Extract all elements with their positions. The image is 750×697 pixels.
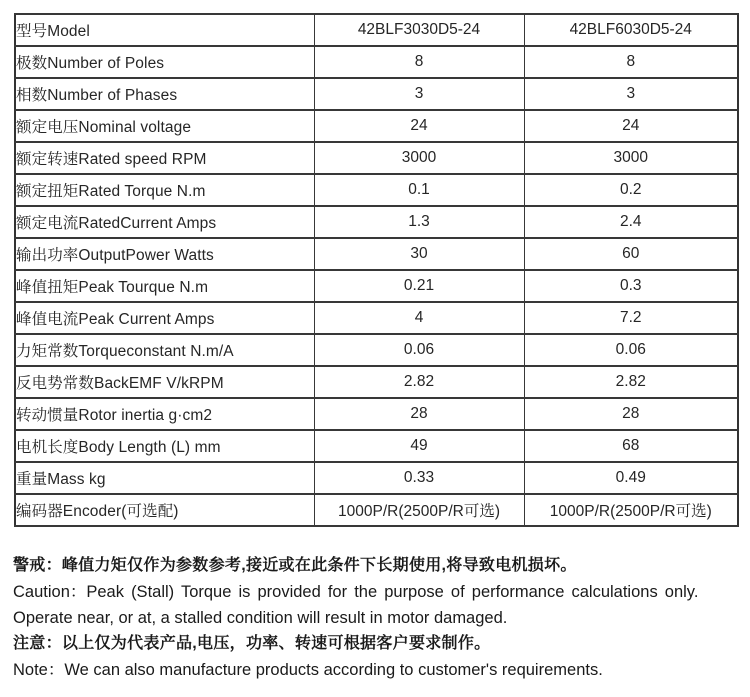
note-text-en: Note：We can also manufacture products according to customer's requirements. bbox=[13, 661, 603, 679]
table-row bbox=[15, 238, 738, 270]
table-row bbox=[15, 398, 738, 430]
spec-label-cell: 输出功率OutputPower Watts bbox=[15, 238, 314, 270]
table-row bbox=[15, 366, 738, 398]
value-cell-model-a: 1000P/R(2500P/R可选) bbox=[314, 494, 524, 526]
table-row bbox=[15, 462, 738, 494]
spec-label-cell: 额定电压Nominal voltage bbox=[15, 110, 314, 142]
value-cell-model-b: 60 bbox=[524, 238, 738, 270]
spec-label-cell: 重量Mass kg bbox=[15, 462, 314, 494]
table-row bbox=[15, 174, 738, 206]
spec-label-cell: 电机长度Body Length (L) mm bbox=[15, 430, 314, 462]
value-cell-model-a: 28 bbox=[314, 398, 524, 430]
motor-spec-table bbox=[14, 13, 739, 527]
value-cell-model-b: 2.4 bbox=[524, 206, 738, 238]
value-cell-model-b: 3000 bbox=[524, 142, 738, 174]
table-row bbox=[15, 142, 738, 174]
spec-label-cell: 力矩常数Torqueconstant N.m/A bbox=[15, 334, 314, 366]
value-cell-model-b: 0.3 bbox=[524, 270, 738, 302]
footnotes bbox=[13, 553, 739, 683]
value-cell-model-b: 2.82 bbox=[524, 366, 738, 398]
value-cell-model-a: 49 bbox=[314, 430, 524, 462]
table-row bbox=[15, 430, 738, 462]
value-cell-model-b: 0.2 bbox=[524, 174, 738, 206]
value-cell-model-b: 24 bbox=[524, 110, 738, 142]
spec-label-cell: 转动惯量Rotor inertia g·cm2 bbox=[15, 398, 314, 430]
table-row bbox=[15, 302, 738, 334]
spec-table-body bbox=[15, 14, 738, 526]
value-cell-model-b: 42BLF6030D5-24 bbox=[524, 14, 738, 46]
value-cell-model-a: 30 bbox=[314, 238, 524, 270]
table-row bbox=[15, 206, 738, 238]
spec-label-cell: 编码器Encoder(可选配) bbox=[15, 494, 314, 526]
value-cell-model-a: 8 bbox=[314, 46, 524, 78]
table-row bbox=[15, 14, 738, 46]
spec-label-cell: 反电势常数BackEMF V/kRPM bbox=[15, 366, 314, 398]
value-cell-model-a: 0.1 bbox=[314, 174, 524, 206]
spec-label-cell: 峰值电流Peak Current Amps bbox=[15, 302, 314, 334]
table-row bbox=[15, 110, 738, 142]
value-cell-model-b: 8 bbox=[524, 46, 738, 78]
table-row bbox=[15, 494, 738, 526]
caution-text-en-line2: Operate near, or at, a stalled condition will result in motor damaged. bbox=[13, 609, 508, 627]
value-cell-model-a: 24 bbox=[314, 110, 524, 142]
spec-label-cell: 额定扭矩Rated Torque N.m bbox=[15, 174, 314, 206]
value-cell-model-a: 2.82 bbox=[314, 366, 524, 398]
value-cell-model-a: 0.21 bbox=[314, 270, 524, 302]
value-cell-model-a: 0.33 bbox=[314, 462, 524, 494]
spec-label-cell: 极数Number of Poles bbox=[15, 46, 314, 78]
table-row bbox=[15, 270, 738, 302]
table-row bbox=[15, 78, 738, 110]
note-text-zh: 注意：以上仅为代表产品,电压，功率、转速可根据客户要求制作。 bbox=[13, 635, 491, 652]
table-row bbox=[15, 46, 738, 78]
caution-text-en-line1: Caution：Peak (Stall) Torque is provided for the purpose of performance calculations only. bbox=[13, 583, 699, 601]
value-cell-model-a: 0.06 bbox=[314, 334, 524, 366]
value-cell-model-a: 1.3 bbox=[314, 206, 524, 238]
value-cell-model-a: 42BLF3030D5-24 bbox=[314, 14, 524, 46]
value-cell-model-a: 4 bbox=[314, 302, 524, 334]
value-cell-model-b: 28 bbox=[524, 398, 738, 430]
value-cell-model-b: 1000P/R(2500P/R可选) bbox=[524, 494, 738, 526]
value-cell-model-b: 0.49 bbox=[524, 462, 738, 494]
value-cell-model-b: 3 bbox=[524, 78, 738, 110]
spec-label-cell: 型号Model bbox=[15, 14, 314, 46]
value-cell-model-b: 0.06 bbox=[524, 334, 738, 366]
spec-label-cell: 峰值扭矩Peak Tourque N.m bbox=[15, 270, 314, 302]
value-cell-model-b: 68 bbox=[524, 430, 738, 462]
spec-label-cell: 额定电流RatedCurrent Amps bbox=[15, 206, 314, 238]
spec-label-cell: 相数Number of Phases bbox=[15, 78, 314, 110]
spec-label-cell: 额定转速Rated speed RPM bbox=[15, 142, 314, 174]
value-cell-model-a: 3000 bbox=[314, 142, 524, 174]
caution-text-zh: 警戒：峰值力矩仅作为参数参考,接近或在此条件下长期使用,将导致电机损坏。 bbox=[13, 557, 577, 574]
value-cell-model-a: 3 bbox=[314, 78, 524, 110]
table-row bbox=[15, 334, 738, 366]
value-cell-model-b: 7.2 bbox=[524, 302, 738, 334]
